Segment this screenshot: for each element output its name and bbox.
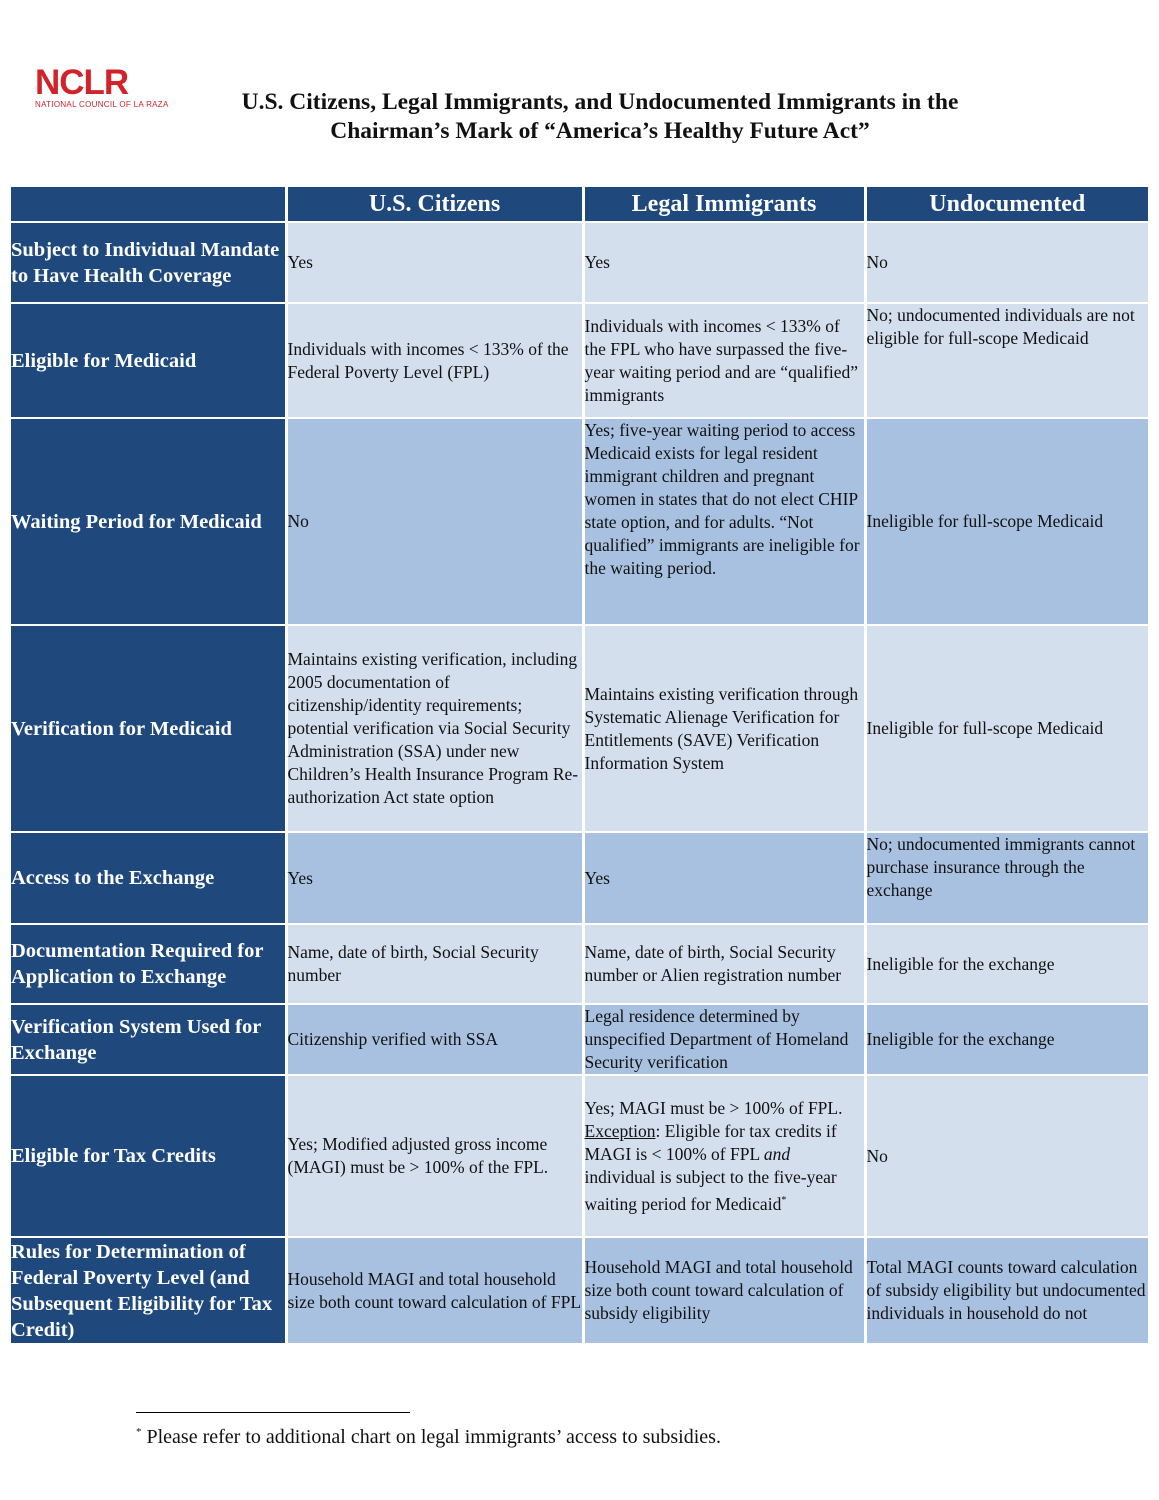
cell-citizens: Yes (286, 222, 583, 303)
table-row (11, 832, 1148, 924)
footnote-text: Please refer to additional chart on legal immigrants’ access to subsidies. (141, 1426, 721, 1448)
table-row (11, 222, 1148, 303)
cell-citizens: Yes (286, 832, 583, 924)
cell-legal: Name, date of birth, Social Security number or Alien registration number (583, 924, 865, 1004)
title-line-2: Chairman’s Mark of “America’s Healthy Future Act” (330, 118, 870, 144)
legal-text-part1: Yes; MAGI must be > 100% of FPL. (584, 1097, 843, 1118)
cell-undocumented: Total MAGI counts toward calculation of subsidy eligibility but undocumented individuals in household do not (865, 1237, 1148, 1343)
cell-undocumented: Ineligible for the exchange (865, 924, 1148, 1004)
cell-undocumented: No (865, 1075, 1148, 1237)
footnote-reference[interactable]: * (781, 1194, 787, 1206)
cell-citizens: Yes; Modified adjusted gross income (MAGI) must be > 100% of the FPL. (286, 1075, 583, 1237)
comparison-table (11, 187, 1148, 1343)
footnote-divider (136, 1412, 410, 1413)
cell-legal: Household MAGI and total household size both count toward calculation of subsidy eligibility (583, 1237, 865, 1343)
legal-text-italic: and (763, 1143, 791, 1164)
exception-label: Exception (584, 1120, 656, 1141)
cell-legal: Yes (583, 222, 865, 303)
nclr-logo (35, 63, 169, 109)
header-blank (11, 187, 286, 222)
footnote-mark: * (136, 1426, 142, 1438)
row-label: Eligible for Tax Credits (11, 1075, 286, 1237)
header-us-citizens: U.S. Citizens (286, 187, 583, 222)
row-label: Access to the Exchange (11, 832, 286, 924)
cell-undocumented: Ineligible for the exchange (865, 1004, 1148, 1075)
logo-wordmark: NCLR (35, 63, 129, 102)
table-row (11, 1075, 1148, 1237)
cell-legal: Yes; five-year waiting period to access Medicaid exists for legal resident immigrant children and pregnant women in states that do not elect CHIP state option, and for adults. “Not qualified” immigrants are ineligible for the waiting period. (583, 418, 865, 625)
cell-undocumented: Ineligible for full-scope Medicaid (865, 418, 1148, 625)
table-row (11, 1237, 1148, 1343)
cell-undocumented: No; undocumented immigrants cannot purchase insurance through the exchange (865, 832, 1148, 924)
row-label: Subject to Individual Mandate to Have Health Coverage (11, 222, 286, 303)
row-label: Eligible for Medicaid (11, 303, 286, 418)
header-legal-immigrants: Legal Immigrants (583, 187, 865, 222)
cell-citizens: Name, date of birth, Social Security number (286, 924, 583, 1004)
cell-legal (583, 1075, 865, 1237)
legal-text-part3: individual is subject to the five-year waiting period for Medicaid (584, 1166, 837, 1214)
row-label: Verification System Used for Exchange (11, 1004, 286, 1075)
table-row (11, 303, 1148, 418)
logo-subtitle: NATIONAL COUNCIL OF LA RAZA (35, 100, 169, 109)
cell-legal: Yes (583, 832, 865, 924)
legal-text-part2: : Eligible for tax credits if MAGI is < 100% of FPL (584, 1120, 837, 1164)
table-row (11, 924, 1148, 1004)
cell-citizens: Citizenship verified with SSA (286, 1004, 583, 1075)
title-line-1: U.S. Citizens, Legal Immigrants, and Undocumented Immigrants in the (241, 89, 959, 115)
cell-legal: Maintains existing verification through Systematic Alienage Verification for Entitlements (SAVE) Verification Information System (583, 625, 865, 832)
row-label: Rules for Determination of Federal Poverty Level (and Subsequent Eligibility for Tax Credit) (11, 1237, 286, 1343)
cell-citizens: Maintains existing verification, including 2005 documentation of citizenship/identity requirements; potential verification via Social Security Administration (SSA) under new Children’s Health Insurance Program Re-authorization Act state option (286, 625, 583, 832)
cell-citizens: Household MAGI and total household size both count toward calculation of FPL (286, 1237, 583, 1343)
table-row (11, 625, 1148, 832)
table-row (11, 1004, 1148, 1075)
cell-legal: Legal residence determined by unspecified Department of Homeland Security verification (583, 1004, 865, 1075)
cell-undocumented: No (865, 222, 1148, 303)
table-header-row (11, 187, 1148, 222)
cell-undocumented: No; undocumented individuals are not eligible for full-scope Medicaid (865, 303, 1148, 418)
document-title (160, 88, 1040, 146)
row-label: Verification for Medicaid (11, 625, 286, 832)
cell-undocumented: Ineligible for full-scope Medicaid (865, 625, 1148, 832)
row-label: Documentation Required for Application to Exchange (11, 924, 286, 1004)
row-label: Waiting Period for Medicaid (11, 418, 286, 625)
cell-citizens: No (286, 418, 583, 625)
table-row (11, 418, 1148, 625)
footnote (136, 1426, 721, 1449)
cell-legal: Individuals with incomes < 133% of the FPL who have surpassed the five-year waiting period and are “qualified” immigrants (583, 303, 865, 418)
header-undocumented: Undocumented (865, 187, 1148, 222)
cell-citizens: Individuals with incomes < 133% of the Federal Poverty Level (FPL) (286, 303, 583, 418)
